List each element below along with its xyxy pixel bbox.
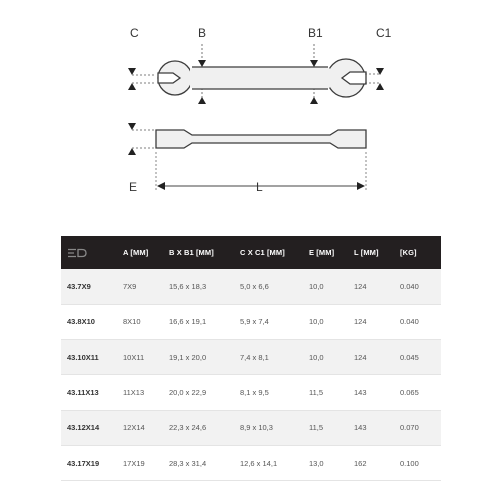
b-arrow-down [198,60,206,67]
column-header-a: A [MM] [123,248,149,257]
length-l-cell: 124 [348,269,394,304]
c-arrow-down [128,68,136,75]
table-row [61,375,441,410]
specification-table [61,236,441,481]
size-cxc1-cell: 7,4 x 8,1 [234,340,303,375]
header-logo-cell [61,236,117,269]
dimension-label-c1: C1 [376,26,392,40]
reference-cell: 43.17X19 [61,445,117,480]
b1-arrow-up [310,97,318,104]
table-header-row [61,236,441,269]
table-row [61,304,441,339]
length-l-cell: 143 [348,410,394,445]
reference-cell: 43.11X13 [61,375,117,410]
dimension-label-e: E [129,180,138,194]
wrench-dimension-diagram [0,0,500,230]
size-bxb1-cell: 19,1 x 20,0 [163,340,234,375]
reference-cell: 43.10X11 [61,340,117,375]
e-arrow-up [128,148,136,155]
size-e-cell: 10,0 [303,269,348,304]
size-cxc1-cell: 8,1 x 9,5 [234,375,303,410]
size-a-cell: 10X11 [117,340,163,375]
b1-arrow-down [310,60,318,67]
column-header-l: L [MM] [354,248,379,257]
weight-cell: 0.070 [394,410,441,445]
weight-cell: 0.040 [394,304,441,339]
size-e-cell: 10,0 [303,304,348,339]
weight-cell: 0.045 [394,340,441,375]
size-e-cell: 11,5 [303,375,348,410]
weight-cell: 0.065 [394,375,441,410]
dimension-label-b1: B1 [308,26,323,40]
size-a-cell: 11X13 [117,375,163,410]
column-header-cxc1: C X C1 [MM] [240,248,285,257]
wrench-side-view [156,130,366,148]
weight-cell: 0.100 [394,445,441,480]
size-e-cell: 11,5 [303,410,348,445]
column-header-bxb1: B X B1 [MM] [169,248,214,257]
reference-cell: 43.12X14 [61,410,117,445]
table-row [61,269,441,304]
e-arrow-down [128,123,136,130]
b-arrow-up [198,97,206,104]
dimension-label-b: B [198,26,207,40]
c-arrow-up [128,83,136,90]
table-row [61,445,441,480]
size-e-cell: 13,0 [303,445,348,480]
column-header-weight: [KG] [400,248,417,257]
size-bxb1-cell: 15,6 x 18,3 [163,269,234,304]
length-l-cell: 124 [348,304,394,339]
size-a-cell: 8X10 [117,304,163,339]
length-l-cell: 143 [348,375,394,410]
size-a-cell: 7X9 [117,269,163,304]
size-bxb1-cell: 28,3 x 31,4 [163,445,234,480]
weight-cell: 0.040 [394,269,441,304]
table-row [61,410,441,445]
size-bxb1-cell: 22,3 x 24,6 [163,410,234,445]
column-header-e: E [MM] [309,248,335,257]
c1-arrow-up [376,83,384,90]
facom-logo-icon [67,248,87,258]
size-cxc1-cell: 12,6 x 14,1 [234,445,303,480]
size-bxb1-cell: 16,6 x 19,1 [163,304,234,339]
size-e-cell: 10,0 [303,340,348,375]
reference-cell: 43.8X10 [61,304,117,339]
size-a-cell: 17X19 [117,445,163,480]
size-bxb1-cell: 20,0 x 22,9 [163,375,234,410]
l-arrow-left [157,182,165,190]
wrench-top-view [158,59,366,97]
l-arrow-right [357,182,365,190]
size-cxc1-cell: 5,9 x 7,4 [234,304,303,339]
length-l-cell: 124 [348,340,394,375]
size-cxc1-cell: 8,9 x 10,3 [234,410,303,445]
dimension-label-c: C [130,26,139,40]
dimension-label-l: L [256,180,263,194]
size-cxc1-cell: 5,0 x 6,6 [234,269,303,304]
table-row [61,340,441,375]
size-a-cell: 12X14 [117,410,163,445]
reference-cell: 43.7X9 [61,269,117,304]
length-l-cell: 162 [348,445,394,480]
